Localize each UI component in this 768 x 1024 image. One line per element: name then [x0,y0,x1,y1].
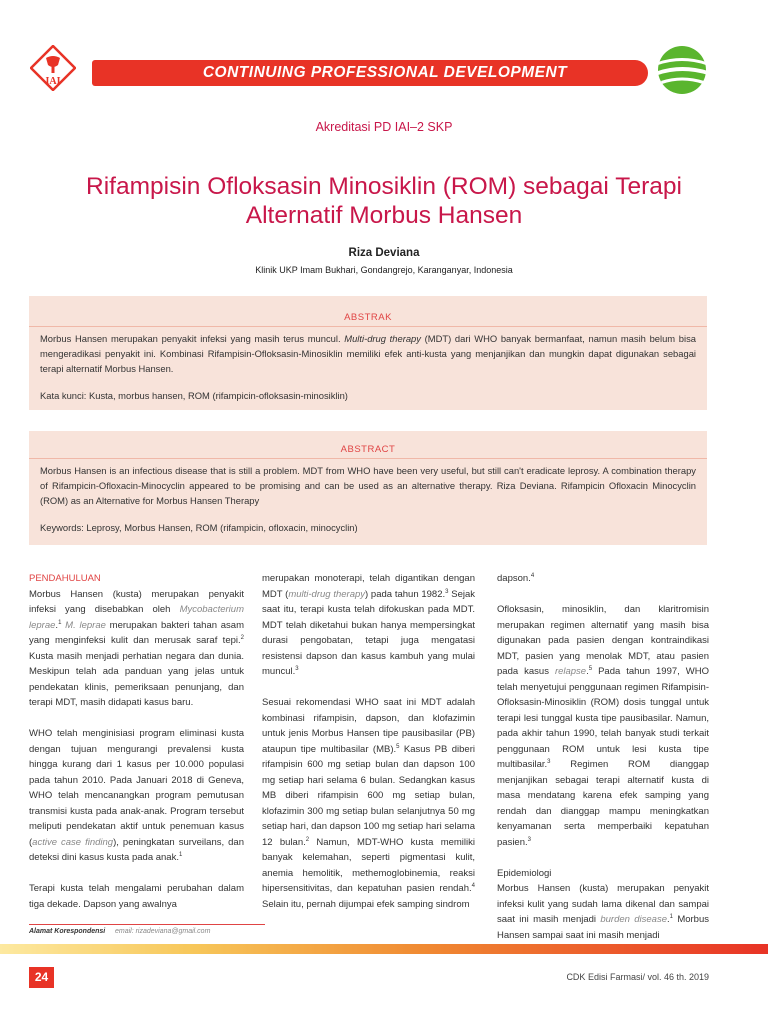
section-heading-epidemiologi: Epidemiologi [497,867,552,879]
paragraph: dapson.$^4$ [497,572,535,584]
column-3 [497,571,709,943]
accreditation-label: Akreditasi PD IAI–2 SKP [315,120,453,134]
correspondence-note: Alamat Korespondensi email: rizadeviana@gmail.com [29,928,211,935]
paragraph: merupakan monoterapi, telah digantikan dengan MDT (multi-drug therapy) pada tahun 1982.$^3$ Sejak saat itu, terapi kusta telah difokuskan pada MDT. MDT telah diketahui bukan hanya mempersingkat durasi pengobatan, tetapi juga mengatasi resistensi dapson dan kasus kambuh yang mulai muncul.$^3$ [262,573,476,677]
footer-gradient-bar [0,944,768,954]
paragraph: WHO telah menginisiasi program eliminasi kusta dengan tujuan mengurangi prevalensi kusta hingga kurang dari 1 kasus per 10.000 populasi pada tahun 2010. Pada Januari 2018 di Geneva, WHO telah mencanangkan program pemutusan transmisi kusta pada anak-anak. Program tersebut meliputi pendekatan aktif untuk penemuan kasus (active case finding), peningkatan surveilans, dan deteksi dini kasus kusta pada anak.$^1$ [29,728,244,863]
abstract-keywords: Keywords: Leprosy, Morbus Hansen, ROM (rifampicin, ofloxacin, minocyclin) [40,522,358,533]
column-2 [262,571,475,912]
paragraph: Morbus Hansen (kusta) merupakan penyakit infeksi yang disebabkan oleh Mycobacterium leprae.$^1$ M. leprae merupakan bakteri tahan asam yang menginfeksi kulit dan merusak saraf tepi.$^2$ Kusta masih menjadi perhatian negara dan dunia. Meskipun telah ada panduan yang jelas untuk pendekatan klinis, pemeriksaan penunjang, dan terapi MDT, masih didapati kasus baru. [29,588,244,708]
author-name: Riza Deviana [348,247,420,259]
logo-text: IAI [45,76,61,87]
abstrak-box [29,296,707,410]
footnote-divider [29,924,265,925]
column-1 [29,571,244,912]
section-heading-pendahuluan: PENDAHULUAN [29,573,101,584]
page-number: 24 [29,967,54,988]
abstract-body: Morbus Hansen is an infectious disease that is still a problem. MDT from WHO have been very useful, but still can't eradicate leprosy. A combination therapy of Rifampicin-Ofloxacin-Minocyclin appeared to be promising and can be used as an alternative therapy. Riza Deviana. Rifampicin Ofloxacin Minocyclin (ROM) as an Alternative for Morbus Hansen Therapy [40,465,696,506]
abstrak-body: Morbus Hansen merupakan penyakit infeksi yang masih terus muncul. Multi-drug therapy (MDT) dari WHO banyak bermanfaat, namun masih belum bisa mengeradikasi penyakit ini. Kombinasi Rifampisin-Ofloksasin-Minosiklin memiliki efek anti-kusta yang menjanjikan dan mungkin dapat digunakan sebagai terapi alternatif Morbus Hansen. [40,333,696,374]
paragraph: Morbus Hansen (kusta) merupakan penyakit infeksi kulit yang sudah lama dikenal dan sampai saat ini masih menjadi burden disease.$^1$ Morbus Hansen sampai saat ini masih menjadi [497,883,709,941]
globe-icon [650,44,714,96]
paragraph: Terapi kusta telah mengalami perubahan dalam tiga dekade. Dapson yang awalnya [29,883,244,910]
abstrak-heading: ABSTRAK [29,312,707,323]
abstrak-keywords: Kata kunci: Kusta, morbus hansen, ROM (rifampicin-ofloksasin-minosiklin) [40,390,348,401]
article-title: Rifampisin Ofloksasin Minosiklin (ROM) sebagai Terapi Alternatif Morbus Hansen [86,173,682,229]
iai-logo [30,45,76,91]
abstract-box [29,431,707,545]
paragraph: Ofloksasin, minosiklin, dan klaritromisin merupakan regimen alternatif yang masih bisa digunakan pada pasien dengan kontraindikasi MDT, pasien yang menolak MDT, atau pasien pada kasus relapse.$^5$ Pada tahun 1997, WHO telah menyetujui penggunaan regimen Rifampisin-Ofloksasin-Minosiklin (ROM) dosis tunggal untuk terapi lesi tunggal kusta tipe pausibasilar. Namun, pada akhir tahun 1990, telah banyak studi terkait penggunaan ROM untuk lesi kusta tipe multibasilar.$^3$ Regimen ROM dianggap menjanjikan sebagai terapi alternatif kusta di masa mendatang karena efek samping yang rendah dan dianggap mampu meningkatkan kenyamanan serta memperbaiki kepatuhan pasien.$^3$ [497,604,709,848]
abstract-heading: ABSTRACT [29,444,707,455]
journal-citation: CDK Edisi Farmasi/ vol. 46 th. 2019 [566,972,709,982]
author-affiliation: Klinik UKP Imam Bukhari, Gondangrejo, Karanganyar, Indonesia [255,265,513,275]
paragraph: Sesuai rekomendasi WHO saat ini MDT adalah kombinasi rifampisin, dapson, dan klofazimin untuk jenis Morbus Hansen tipe pausibasilar (PB) ataupun tipe multibasilar (MB).$^5$ Kasus PB diberi rifampisin 600 mg setiap bulan dan dapson 100 mg setiap hari selama 6 bulan. Sedangkan kasus MB diberi rifampisin 600 mg setiap bulan, klofazimin 300 mg setiap bulan selanjutnya 50 mg setiap hari, dan dapson 100 mg setiap hari selama 12 bulan.$^2$ Namun, MDT-WHO kusta memiliki banyak kelemahan, seperti pigmentasi kulit, anemia hemolitik, methemoglobinemia, reaksi hipersensitivitas, dan kepatuhan pasien rendah.$^4$ Selain itu, pernah dijumpai efek samping sindrom [262,697,475,910]
cpd-banner-text: CONTINUING PROFESSIONAL DEVELOPMENT [202,64,568,81]
